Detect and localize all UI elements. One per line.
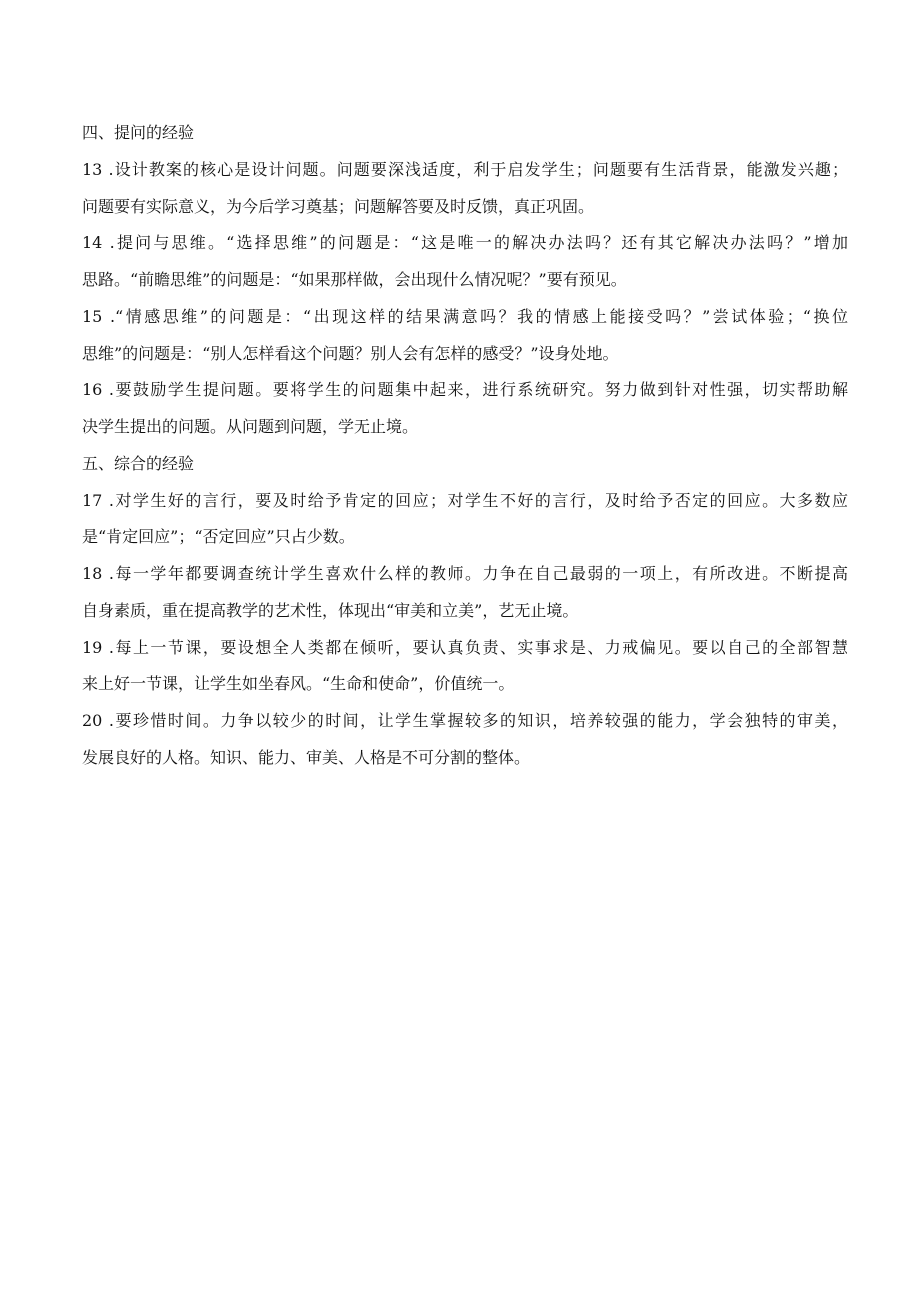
item-line: 思路。“前瞻思维”的问题是：“如果那样做，会出现什么情况呢？”要有预见。	[82, 270, 627, 289]
list-item	[82, 378, 848, 452]
item-line: 13 .设计教案的核心是设计问题。问题要深浅适度，利于启发学生；问题要有生活背景，能激发兴趣；	[82, 159, 848, 179]
list-item	[82, 489, 848, 563]
document-page	[82, 121, 848, 783]
list-item	[82, 562, 848, 636]
item-line: 决学生提出的问题。从问题到问题，学无止境。	[82, 417, 419, 436]
section-4	[82, 121, 848, 452]
item-line: 20 .要珍惜时间。力争以较少的时间，让学生掌握较多的知识，培养较强的能力，学会独特的审美，	[82, 711, 848, 730]
item-line: 问题要有实际意义，为今后学习奠基；问题解答要及时反馈，真正巩固。	[82, 196, 595, 216]
item-line: 15 .“情感思维”的问题是：“出现这样的结果满意吗？我的情感上能接受吗？”尝试体验；“换位	[82, 306, 848, 326]
section-heading: 五、综合的经验	[82, 453, 195, 473]
list-item	[82, 158, 848, 232]
item-line: 思维”的问题是：“别人怎样看这个问题？别人会有怎样的感受？”设身处地。	[82, 343, 619, 363]
item-line: 14 .提问与思维。“选择思维”的问题是：“这是唯一的解决办法吗？还有其它解决办法吗？”增加	[82, 233, 848, 253]
list-item	[82, 305, 848, 379]
item-line: 是“肯定回应”；“否定回应”只占少数。	[82, 527, 355, 547]
section-heading: 四、提问的经验	[82, 123, 195, 142]
item-line: 17 .对学生好的言行，要及时给予肯定的回应；对学生不好的言行，及时给予否定的回应。大多数应	[82, 490, 848, 510]
item-line: 自身素质，重在提高教学的艺术性，体现出“审美和立美”，艺无止境。	[82, 600, 579, 620]
item-line: 18 .每一学年都要调查统计学生喜欢什么样的教师。力争在自己最弱的一项上，有所改进。不断提高	[82, 564, 848, 583]
item-line: 16 .要鼓励学生提问题。要将学生的问题集中起来，进行系统研究。努力做到针对性强，切实帮助解	[82, 380, 848, 400]
item-line: 来上好一节课，让学生如坐春风。“生命和使命”，价值统一。	[82, 674, 515, 694]
list-item	[82, 636, 848, 710]
list-item	[82, 709, 848, 783]
section-5	[82, 452, 848, 783]
item-line: 发展良好的人格。知识、能力、审美、人格是不可分割的整体。	[82, 747, 531, 767]
list-item	[82, 231, 848, 305]
item-line: 19 .每上一节课，要设想全人类都在倾听，要认真负责、实事求是、力戒偏见。要以自己的全部智慧	[82, 637, 848, 657]
